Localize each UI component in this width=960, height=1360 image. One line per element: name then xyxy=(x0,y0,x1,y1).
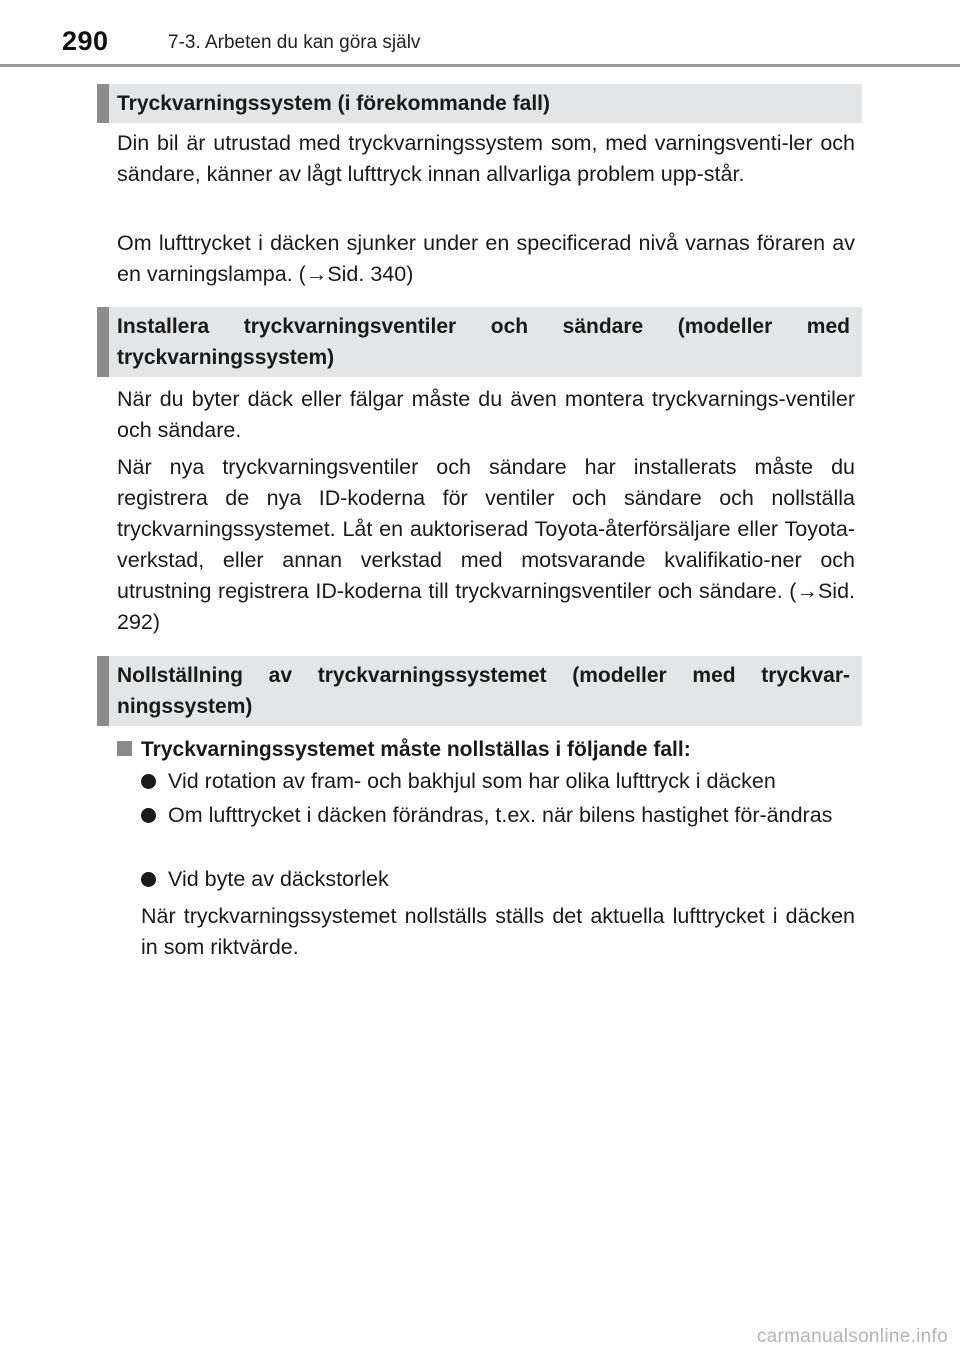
paragraph-intro: Din bil är utrustad med tryckvarningssystem som, med varningsventi-ler och sändare, känner av lågt lufttryck innan allvarliga problem upp-står. xyxy=(117,131,855,186)
round-bullet-icon xyxy=(141,872,156,887)
list-item xyxy=(141,766,855,797)
section-heading-tryckvarningssystem: Tryckvarningssystem (i förekommande fall) xyxy=(97,84,862,123)
chapter-title: 7-3. Arbeten du kan göra själv xyxy=(168,32,421,53)
watermark: carmanualsonline.info xyxy=(756,1326,948,1347)
list-item xyxy=(141,864,855,895)
section-heading-installera: Installera tryckvarningsventiler och sändare (modeller med tryckvarningssystem) xyxy=(97,307,862,377)
square-bullet-icon xyxy=(117,741,132,756)
round-bullet-icon xyxy=(141,808,156,823)
sub-heading-text: Tryckvarningssystemet måste nollställas i följande fall: xyxy=(141,738,691,761)
list-item-text: Vid byte av däckstorlek xyxy=(168,867,389,891)
list-item-text: Om lufttrycket i däcken förändras, t.ex. när bilens hastighet för-ändras xyxy=(168,803,833,827)
paragraph-registrera: När nya tryckvarningsventiler och sändare har installerats måste du registrera de nya ID-koderna för ventiler och sändare och nollställa tryckvarningssystemet. Låt en auktoriserad Toyota-återförsäljare eller Toyota-verkstad, eller annan verkstad med motsvarande kvalifikatio-ner och utrustning registrera ID-koderna till tryckvarningsventiler och sändare. (→Sid. 292) xyxy=(117,455,855,634)
list-item-text: Vid rotation av fram- och bakhjul som har olika lufttryck i däcken xyxy=(168,769,776,793)
paragraph-warning-lamp: Om lufttrycket i däcken sjunker under en specificerad nivå varnas föraren av en varningslampa. (→Sid. 340) xyxy=(117,231,855,286)
section-heading-nollstallning: Nollställning av tryckvarningssystemet (modeller med tryckvar-ningssystem) xyxy=(97,656,862,726)
sub-heading-nollstallas xyxy=(117,734,862,765)
paragraph-byte-dack: När du byter däck eller fälgar måste du även montera tryckvarnings-ventiler och sändare. xyxy=(117,387,855,442)
page-header xyxy=(0,0,960,70)
page-number: 290 xyxy=(62,26,109,56)
list-item xyxy=(141,800,855,831)
round-bullet-icon xyxy=(141,774,156,789)
paragraph-riktvarde: När tryckvarningssystemet nollställs ställs det aktuella lufttrycket i däcken in som riktvärde. xyxy=(141,904,855,959)
header-divider xyxy=(0,64,960,67)
